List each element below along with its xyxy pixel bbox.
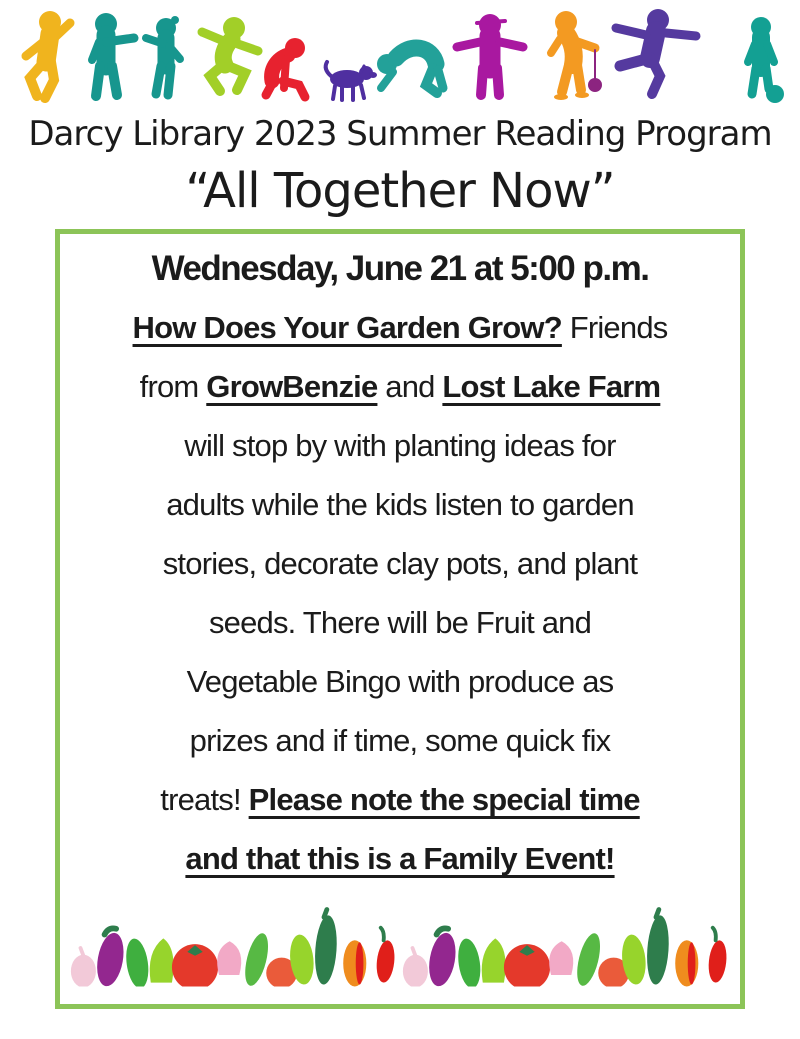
yoyo-icon <box>588 50 602 92</box>
children-silhouettes-banner <box>0 4 800 104</box>
body-line <box>60 534 740 593</box>
body-segment: and that this is a Family Event! <box>185 841 615 876</box>
event-box <box>55 229 745 1009</box>
event-description <box>60 298 740 888</box>
body-segment: prizes and if time, some quick fix <box>189 723 611 758</box>
body-line <box>60 770 740 829</box>
walking-girl-icon <box>146 16 180 95</box>
body-segment: GrowBenzie <box>206 369 378 404</box>
body-line <box>60 593 740 652</box>
body-segment: from <box>139 369 207 404</box>
walking-boy-icon <box>92 13 134 96</box>
crouching-child-icon <box>266 38 305 97</box>
page-title: Darcy Library 2023 Summer Reading Program <box>28 114 772 154</box>
vegetable-row <box>71 910 729 991</box>
body-line <box>60 829 740 888</box>
jumping-child-icon <box>202 17 258 91</box>
vegetable-border <box>68 904 732 992</box>
kicking-child-icon <box>616 9 696 94</box>
body-segment: and <box>377 369 443 404</box>
body-line <box>60 652 740 711</box>
body-line <box>60 416 740 475</box>
body-line <box>60 357 740 416</box>
body-segment: Please note the special time <box>248 782 640 817</box>
body-segment: stories, decorate clay pots, and plant <box>162 546 638 581</box>
body-segment: adults while the kids listen to garden <box>166 487 634 522</box>
body-segment: will stop by with planting ideas for <box>184 428 616 463</box>
body-line <box>60 298 740 357</box>
body-segment: seeds. There will be Fruit and <box>208 605 592 640</box>
bending-child-icon <box>377 48 443 93</box>
body-segment: treats! <box>160 782 249 817</box>
dancing-child-icon <box>26 11 70 98</box>
child-arms-out-icon <box>457 14 523 95</box>
page-subtitle: “All Together Now” <box>185 163 615 219</box>
body-segment: Lost Lake Farm <box>442 369 661 404</box>
child-with-ball-icon <box>748 17 784 103</box>
body-segment: Friends <box>561 310 668 345</box>
body-segment: How Does Your Garden Grow? <box>132 310 562 345</box>
body-segment: Vegetable Bingo with produce as <box>186 664 614 699</box>
body-line <box>60 711 740 770</box>
event-datetime: Wednesday, June 21 at 5:00 p.m. <box>151 249 649 288</box>
body-line <box>60 475 740 534</box>
skating-child-with-yoyo-icon <box>551 11 602 100</box>
dog-icon <box>326 62 377 100</box>
